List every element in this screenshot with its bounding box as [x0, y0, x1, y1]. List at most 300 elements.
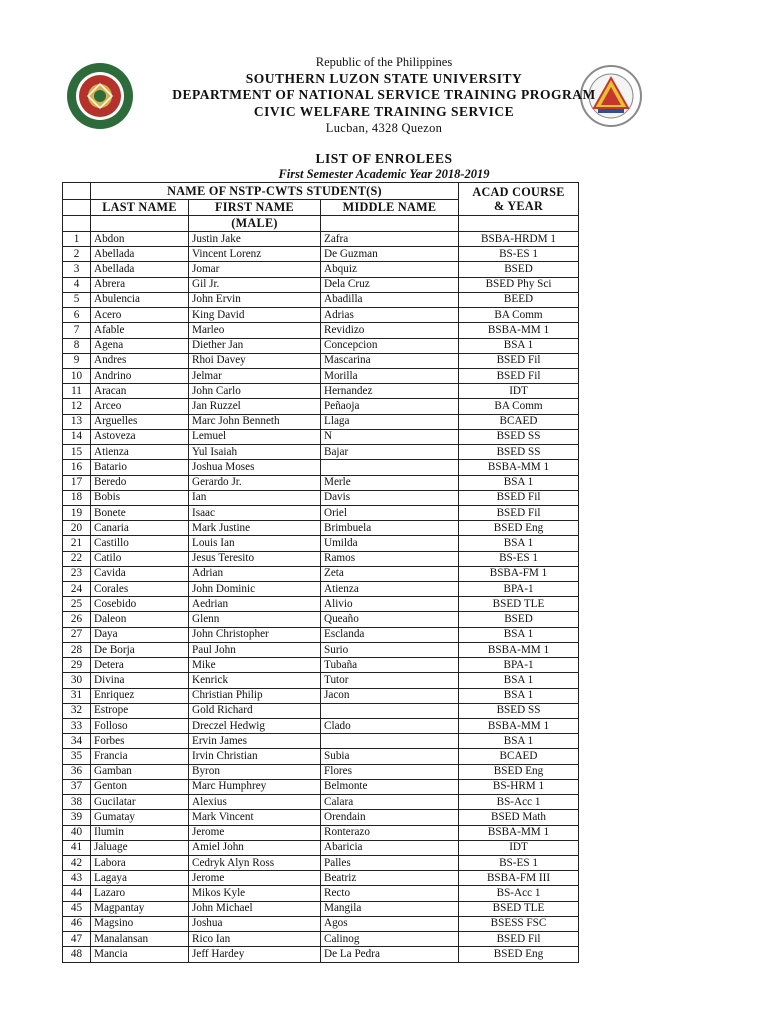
table-row: [63, 825, 579, 840]
middle-name-cell: Davis: [321, 490, 459, 505]
course-cell: BSED TLE: [459, 901, 579, 916]
last-name-cell: Catilo: [91, 551, 189, 566]
last-name-cell: Cavida: [91, 566, 189, 581]
last-name-cell: Daleon: [91, 612, 189, 627]
middle-name-cell: Abadilla: [321, 292, 459, 307]
table-row: [63, 551, 579, 566]
table-row: [63, 232, 579, 247]
course-cell: BSA 1: [459, 734, 579, 749]
last-name-cell: Folloso: [91, 719, 189, 734]
middle-name-cell: Belmonte: [321, 779, 459, 794]
first-name-cell: Ervin James: [189, 734, 321, 749]
middle-name-cell: Calinog: [321, 932, 459, 947]
first-name-cell: Dreczel Hedwig: [189, 719, 321, 734]
course-cell: BSBA-MM 1: [459, 460, 579, 475]
table-row: [63, 658, 579, 673]
row-number: 30: [63, 673, 91, 688]
table-row: [63, 368, 579, 383]
last-name-cell: Abellada: [91, 247, 189, 262]
last-name-cell: Gucilatar: [91, 795, 189, 810]
middle-name-cell: Flores: [321, 764, 459, 779]
first-name-cell: Aedrian: [189, 597, 321, 612]
middle-name-cell: De Guzman: [321, 247, 459, 262]
middle-name-cell: Llaga: [321, 414, 459, 429]
course-cell: BS-ES 1: [459, 551, 579, 566]
course-cell: BS-Acc 1: [459, 795, 579, 810]
course-cell: BS-Acc 1: [459, 886, 579, 901]
row-number: 36: [63, 764, 91, 779]
row-number: 23: [63, 566, 91, 581]
middle-name-cell: De La Pedra: [321, 947, 459, 962]
table-row: [63, 490, 579, 505]
row-number: 28: [63, 642, 91, 657]
course-header: [459, 183, 579, 216]
first-name-header: FIRST NAME: [189, 200, 321, 216]
first-name-cell: Marc John Benneth: [189, 414, 321, 429]
last-name-cell: Abulencia: [91, 292, 189, 307]
table-row: [63, 262, 579, 277]
last-name-cell: Cosebido: [91, 597, 189, 612]
course-cell: BSED Fil: [459, 932, 579, 947]
row-number: 14: [63, 429, 91, 444]
enrolees-table: [62, 182, 579, 963]
middle-name-cell: Agos: [321, 916, 459, 931]
enrolees-table-body: [63, 232, 579, 963]
course-cell: BSED Eng: [459, 521, 579, 536]
number-header-cell: [63, 183, 91, 200]
last-name-cell: Canaria: [91, 521, 189, 536]
last-name-cell: De Borja: [91, 642, 189, 657]
table-row: [63, 582, 579, 597]
course-cell: BSBA-FM 1: [459, 566, 579, 581]
first-name-cell: Lemuel: [189, 429, 321, 444]
row-number: 35: [63, 749, 91, 764]
row-number: 31: [63, 688, 91, 703]
row-number: 5: [63, 292, 91, 307]
last-name-cell: Francia: [91, 749, 189, 764]
first-name-cell: Rhoi Davey: [189, 353, 321, 368]
table-row: [63, 292, 579, 307]
middle-name-cell: Alivio: [321, 597, 459, 612]
row-number: 24: [63, 582, 91, 597]
table-row: [63, 597, 579, 612]
middle-name-cell: [321, 703, 459, 718]
first-name-cell: Jomar: [189, 262, 321, 277]
course-cell: BA Comm: [459, 399, 579, 414]
first-name-cell: Cedryk Alyn Ross: [189, 855, 321, 870]
address-line: Lucban, 4328 Quezon: [325, 121, 443, 135]
table-row: [63, 871, 579, 886]
course-cell: BSA 1: [459, 627, 579, 642]
table-row: [63, 795, 579, 810]
middle-name-cell: Esclanda: [321, 627, 459, 642]
first-name-cell: Kenrick: [189, 673, 321, 688]
middle-name-cell: Ronterazo: [321, 825, 459, 840]
course-cell: BSED SS: [459, 429, 579, 444]
row-number: 3: [63, 262, 91, 277]
middle-name-cell: Mascarina: [321, 353, 459, 368]
last-name-cell: Astoveza: [91, 429, 189, 444]
table-row: [63, 414, 579, 429]
middle-name-cell: Brimbuela: [321, 521, 459, 536]
middle-name-cell: [321, 734, 459, 749]
middle-name-cell: Adrias: [321, 308, 459, 323]
last-name-cell: Lazaro: [91, 886, 189, 901]
table-row: [63, 338, 579, 353]
table-row: [63, 810, 579, 825]
middle-name-cell: Dela Cruz: [321, 277, 459, 292]
last-name-cell: Arguelles: [91, 414, 189, 429]
row-number: 22: [63, 551, 91, 566]
table-row: [63, 323, 579, 338]
row-number: 7: [63, 323, 91, 338]
table-row: [63, 947, 579, 962]
row-number: 46: [63, 916, 91, 931]
last-name-cell: Arceo: [91, 399, 189, 414]
last-name-cell: Gumatay: [91, 810, 189, 825]
middle-name-cell: Calara: [321, 795, 459, 810]
table-row: [63, 612, 579, 627]
first-name-cell: Glenn: [189, 612, 321, 627]
document-header: [0, 54, 768, 137]
course-cell: BSBA-FM III: [459, 871, 579, 886]
last-name-cell: Gamban: [91, 764, 189, 779]
university-name: SOUTHERN LUZON STATE UNIVERSITY: [245, 70, 523, 86]
middle-name-cell: [321, 460, 459, 475]
last-name-cell: Andrino: [91, 368, 189, 383]
first-name-cell: Mikos Kyle: [189, 886, 321, 901]
course-cell: BSED TLE: [459, 597, 579, 612]
table-row: [63, 688, 579, 703]
table-row: [63, 460, 579, 475]
first-name-cell: Joshua: [189, 916, 321, 931]
list-title: LIST OF ENROLEES: [315, 151, 453, 166]
course-cell: BSED Fil: [459, 368, 579, 383]
first-name-cell: Marc Humphrey: [189, 779, 321, 794]
table-row: [63, 840, 579, 855]
middle-name-cell: Hernandez: [321, 384, 459, 399]
first-name-cell: Adrian: [189, 566, 321, 581]
first-name-cell: Mike: [189, 658, 321, 673]
row-number: 32: [63, 703, 91, 718]
course-cell: BCAED: [459, 414, 579, 429]
middle-name-cell: Oriel: [321, 505, 459, 520]
last-name-cell: Bobis: [91, 490, 189, 505]
course-cell: BSA 1: [459, 536, 579, 551]
last-name-cell: Genton: [91, 779, 189, 794]
number-header-cell-2: [63, 200, 91, 216]
middle-name-cell: Queaño: [321, 612, 459, 627]
row-number: 45: [63, 901, 91, 916]
course-cell: BSED Eng: [459, 764, 579, 779]
course-cell: BSED: [459, 612, 579, 627]
first-name-cell: John Dominic: [189, 582, 321, 597]
table-row: [63, 475, 579, 490]
table-row: [63, 901, 579, 916]
table-row: [63, 353, 579, 368]
table-row: [63, 703, 579, 718]
section-spacer-left: [91, 216, 189, 232]
section-spacer-right: [459, 216, 579, 232]
table-row: [63, 886, 579, 901]
course-cell: BEED: [459, 292, 579, 307]
row-number: 2: [63, 247, 91, 262]
middle-name-cell: Peñaoja: [321, 399, 459, 414]
table-row: [63, 673, 579, 688]
row-number: 42: [63, 855, 91, 870]
last-name-cell: Afable: [91, 323, 189, 338]
middle-name-cell: Mangila: [321, 901, 459, 916]
first-name-cell: Gil Jr.: [189, 277, 321, 292]
first-name-cell: Isaac: [189, 505, 321, 520]
course-cell: BSED SS: [459, 703, 579, 718]
first-name-cell: King David: [189, 308, 321, 323]
row-number: 19: [63, 505, 91, 520]
course-cell: BA Comm: [459, 308, 579, 323]
course-cell: BS-ES 1: [459, 855, 579, 870]
row-number: 37: [63, 779, 91, 794]
table-row: [63, 734, 579, 749]
row-number: 1: [63, 232, 91, 247]
first-name-cell: Diether Jan: [189, 338, 321, 353]
row-number: 44: [63, 886, 91, 901]
course-cell: BSBA-MM 1: [459, 323, 579, 338]
course-cell: BSED Eng: [459, 947, 579, 962]
first-name-cell: Yul Isaiah: [189, 445, 321, 460]
number-header-cell-3: [63, 216, 91, 232]
middle-name-cell: Bajar: [321, 445, 459, 460]
first-name-cell: Joshua Moses: [189, 460, 321, 475]
section-spacer-middle: [321, 216, 459, 232]
last-name-cell: Aracan: [91, 384, 189, 399]
row-number: 33: [63, 719, 91, 734]
last-name-cell: Mancia: [91, 947, 189, 962]
middle-name-cell: Atienza: [321, 582, 459, 597]
table-row: [63, 642, 579, 657]
first-name-cell: Ian: [189, 490, 321, 505]
last-name-cell: Acero: [91, 308, 189, 323]
row-number: 34: [63, 734, 91, 749]
table-row: [63, 505, 579, 520]
course-cell: BS-HRM 1: [459, 779, 579, 794]
last-name-cell: Estrope: [91, 703, 189, 718]
middle-name-cell: Ramos: [321, 551, 459, 566]
first-name-cell: Amiel John: [189, 840, 321, 855]
first-name-cell: Paul John: [189, 642, 321, 657]
middle-name-cell: Recto: [321, 886, 459, 901]
first-name-cell: Jeff Hardey: [189, 947, 321, 962]
row-number: 12: [63, 399, 91, 414]
semester-subtitle: First Semester Academic Year 2018-2019: [278, 167, 490, 181]
first-name-cell: Jan Ruzzel: [189, 399, 321, 414]
course-header-line1: ACAD COURSE: [472, 185, 565, 199]
first-name-cell: John Michael: [189, 901, 321, 916]
last-name-cell: Ilumin: [91, 825, 189, 840]
row-number: 47: [63, 932, 91, 947]
program-name: CIVIC WELFARE TRAINING SERVICE: [253, 103, 515, 119]
last-name-cell: Magpantay: [91, 901, 189, 916]
course-cell: BSESS FSC: [459, 916, 579, 931]
course-cell: BSA 1: [459, 688, 579, 703]
student-name-group-header: NAME OF NSTP-CWTS STUDENT(S): [91, 183, 459, 200]
table-row: [63, 384, 579, 399]
table-row: [63, 521, 579, 536]
last-name-cell: Jaluage: [91, 840, 189, 855]
list-titles: [0, 150, 768, 182]
course-cell: BSED: [459, 262, 579, 277]
table-row: [63, 445, 579, 460]
last-name-cell: Abellada: [91, 262, 189, 277]
row-number: 15: [63, 445, 91, 460]
first-name-cell: Vincent Lorenz: [189, 247, 321, 262]
row-number: 18: [63, 490, 91, 505]
table-row: [63, 855, 579, 870]
middle-name-header: MIDDLE NAME: [321, 200, 459, 216]
first-name-cell: Louis Ian: [189, 536, 321, 551]
row-number: 43: [63, 871, 91, 886]
middle-name-cell: Morilla: [321, 368, 459, 383]
course-cell: BSED Phy Sci: [459, 277, 579, 292]
row-number: 48: [63, 947, 91, 962]
course-header-line2: & YEAR: [493, 199, 544, 213]
last-name-cell: Atienza: [91, 445, 189, 460]
middle-name-cell: Concepcion: [321, 338, 459, 353]
row-number: 9: [63, 353, 91, 368]
last-name-cell: Enriquez: [91, 688, 189, 703]
first-name-cell: Mark Justine: [189, 521, 321, 536]
first-name-cell: John Ervin: [189, 292, 321, 307]
course-cell: BSBA-MM 1: [459, 642, 579, 657]
course-cell: BSBA-HRDM 1: [459, 232, 579, 247]
last-name-cell: Castillo: [91, 536, 189, 551]
course-cell: BSED SS: [459, 445, 579, 460]
first-name-cell: Byron: [189, 764, 321, 779]
row-number: 39: [63, 810, 91, 825]
row-number: 8: [63, 338, 91, 353]
row-number: 20: [63, 521, 91, 536]
last-name-cell: Batario: [91, 460, 189, 475]
first-name-cell: John Christopher: [189, 627, 321, 642]
row-number: 6: [63, 308, 91, 323]
section-label-male: (MALE): [189, 216, 321, 232]
row-number: 10: [63, 368, 91, 383]
table-row: [63, 247, 579, 262]
course-cell: BS-ES 1: [459, 247, 579, 262]
last-name-cell: Abrera: [91, 277, 189, 292]
table-row: [63, 749, 579, 764]
middle-name-cell: Clado: [321, 719, 459, 734]
middle-name-cell: Zafra: [321, 232, 459, 247]
first-name-cell: Christian Philip: [189, 688, 321, 703]
middle-name-cell: Tubaña: [321, 658, 459, 673]
middle-name-cell: Tutor: [321, 673, 459, 688]
table-row: [63, 308, 579, 323]
first-name-cell: Jerome: [189, 825, 321, 840]
last-name-cell: Bonete: [91, 505, 189, 520]
last-name-cell: Detera: [91, 658, 189, 673]
table-row: [63, 399, 579, 414]
last-name-cell: Agena: [91, 338, 189, 353]
row-number: 38: [63, 795, 91, 810]
first-name-cell: Gold Richard: [189, 703, 321, 718]
last-name-cell: Beredo: [91, 475, 189, 490]
row-number: 16: [63, 460, 91, 475]
course-cell: BPA-1: [459, 658, 579, 673]
table-row: [63, 916, 579, 931]
row-number: 27: [63, 627, 91, 642]
middle-name-cell: Merle: [321, 475, 459, 490]
table-row: [63, 536, 579, 551]
course-cell: BSED Math: [459, 810, 579, 825]
row-number: 40: [63, 825, 91, 840]
middle-name-cell: Beatriz: [321, 871, 459, 886]
course-cell: BSED Fil: [459, 353, 579, 368]
republic-line: Republic of the Philippines: [315, 55, 453, 69]
table-row: [63, 719, 579, 734]
course-cell: BSA 1: [459, 475, 579, 490]
last-name-cell: Andres: [91, 353, 189, 368]
middle-name-cell: Jacon: [321, 688, 459, 703]
course-cell: BSED Fil: [459, 505, 579, 520]
last-name-cell: Daya: [91, 627, 189, 642]
first-name-cell: Jesus Teresito: [189, 551, 321, 566]
first-name-cell: John Carlo: [189, 384, 321, 399]
row-number: 41: [63, 840, 91, 855]
first-name-cell: Justin Jake: [189, 232, 321, 247]
first-name-cell: Alexius: [189, 795, 321, 810]
first-name-cell: Gerardo Jr.: [189, 475, 321, 490]
middle-name-cell: Abquiz: [321, 262, 459, 277]
last-name-cell: Corales: [91, 582, 189, 597]
middle-name-cell: Umilda: [321, 536, 459, 551]
first-name-cell: Mark Vincent: [189, 810, 321, 825]
middle-name-cell: Abaricia: [321, 840, 459, 855]
row-number: 11: [63, 384, 91, 399]
course-cell: BSBA-MM 1: [459, 719, 579, 734]
course-cell: BCAED: [459, 749, 579, 764]
middle-name-cell: Revidizo: [321, 323, 459, 338]
first-name-cell: Irvin Christian: [189, 749, 321, 764]
middle-name-cell: Surio: [321, 642, 459, 657]
table-row: [63, 627, 579, 642]
table-row: [63, 779, 579, 794]
middle-name-cell: Orendain: [321, 810, 459, 825]
last-name-cell: Labora: [91, 855, 189, 870]
middle-name-cell: Palles: [321, 855, 459, 870]
first-name-cell: Jelmar: [189, 368, 321, 383]
row-number: 29: [63, 658, 91, 673]
course-cell: IDT: [459, 840, 579, 855]
course-cell: BPA-1: [459, 582, 579, 597]
row-number: 17: [63, 475, 91, 490]
row-number: 26: [63, 612, 91, 627]
last-name-cell: Manalansan: [91, 932, 189, 947]
first-name-cell: Marleo: [189, 323, 321, 338]
middle-name-cell: Zeta: [321, 566, 459, 581]
last-name-cell: Forbes: [91, 734, 189, 749]
department-name: DEPARTMENT OF NATIONAL SERVICE TRAINING PROGRAM: [172, 87, 596, 102]
table-row: [63, 429, 579, 444]
row-number: 13: [63, 414, 91, 429]
middle-name-cell: N: [321, 429, 459, 444]
first-name-cell: Jerome: [189, 871, 321, 886]
row-number: 4: [63, 277, 91, 292]
middle-name-cell: Subia: [321, 749, 459, 764]
last-name-cell: Abdon: [91, 232, 189, 247]
row-number: 21: [63, 536, 91, 551]
table-row: [63, 932, 579, 947]
last-name-header: LAST NAME: [91, 200, 189, 216]
